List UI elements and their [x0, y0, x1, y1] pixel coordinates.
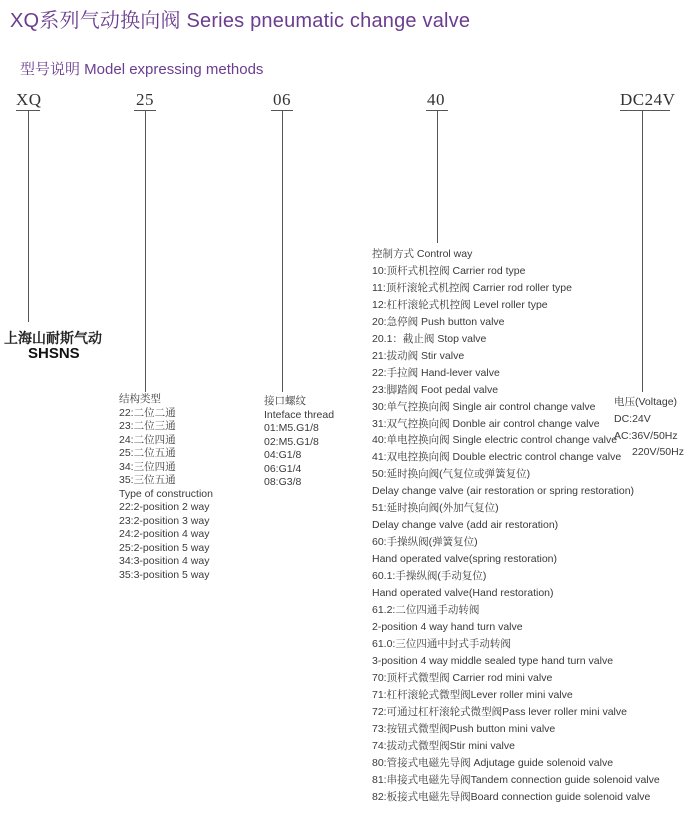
control-item: 30:单气控换向阀 Single air control change valve: [372, 400, 596, 413]
control-item: 73:按钮式微型阀Push button mini valve: [372, 722, 556, 735]
structure-item: 25:二位五通: [119, 447, 176, 459]
control-item: 80:管接式电磁先导阀 Adjutage guide solenoid valve: [372, 756, 614, 769]
control-item: 41:双电控换向阀 Double electric control change valve: [372, 451, 622, 464]
structure-heading-en: Type of construction: [119, 487, 213, 500]
thread-item: 08:G3/8: [264, 476, 302, 488]
control-item: Hand operated valve(Hand restoration): [372, 587, 554, 600]
code-control: 40: [427, 90, 445, 109]
structure-item: 23:二位三通: [119, 420, 176, 432]
voltage-heading: 电压(Voltage): [614, 396, 678, 408]
voltage-ac-220: 220V/50Hz: [632, 446, 684, 459]
code-voltage: DC24V: [620, 90, 676, 109]
control-item: Delay change valve (add air restoration): [372, 519, 559, 532]
connector-structure: [145, 110, 146, 392]
control-item: 23:脚踏阀 Foot pedal valve: [372, 383, 499, 396]
control-item: 81:串接式电磁先导阀Tandem connection guide solenoid valve: [372, 773, 660, 786]
structure-item: 35:三位五通: [119, 474, 176, 486]
structure-item-en: 22:2-position 2 way: [119, 501, 210, 513]
control-item: 51:延时换向阀(外加气复位): [372, 502, 499, 515]
control-item: Delay change valve (air restoration or spring restoration): [372, 485, 635, 498]
control-item: 82:板接式电磁先导阀Board connection guide solenoid valve: [372, 790, 651, 803]
interface-thread-list: [264, 395, 334, 490]
control-item: 2-position 4 way hand turn valve: [372, 620, 523, 633]
structure-item-en: 24:2-position 4 way: [119, 528, 210, 540]
control-item: 71:杠杆滚轮式微型阀Lever roller mini valve: [372, 688, 573, 701]
underline-voltage: [620, 110, 670, 111]
thread-item: 02:M5.G1/8: [264, 435, 319, 448]
voltage-dc: DC:24V: [614, 412, 651, 425]
control-item: 60:手操纵阀(弹簧复位): [372, 536, 478, 549]
control-item: 61.0:三位四通中封式手动转阀: [372, 637, 511, 650]
thread-item: 01:M5.G1/8: [264, 422, 319, 434]
thread-item: 06:G1/4: [264, 462, 302, 475]
control-item: 20.1：截止阀 Stop valve: [372, 332, 487, 345]
voltage-list: [614, 394, 684, 461]
control-item: 70:顶杆式微型阀 Carrier rod mini valve: [372, 671, 553, 684]
brand-name-en: SHSNS: [28, 345, 80, 362]
connector-series: [28, 110, 29, 322]
voltage-ac: AC:36V/50Hz: [614, 429, 678, 442]
control-item: 50:延时换向阀(气复位或弹簧复位): [372, 468, 531, 481]
structure-item-en: 25:2-position 5 way: [119, 541, 210, 554]
structure-type-list: [119, 393, 213, 582]
control-item: 3-position 4 way middle sealed type hand turn valve: [372, 654, 614, 667]
structure-item-en: 34:3-position 4 way: [119, 555, 210, 567]
control-item: 22:手拉阀 Hand-lever valve: [372, 366, 500, 379]
thread-item: 04:G1/8: [264, 449, 302, 461]
control-item: 20:急停阀 Push button valve: [372, 315, 505, 328]
control-item: 31:双气控换向阀 Donble air control change valve: [372, 417, 600, 430]
connector-thread: [282, 110, 283, 392]
structure-item-en: 35:3-position 5 way: [119, 568, 210, 581]
structure-item: 22:二位二通: [119, 406, 176, 419]
control-item: 61.2:二位四通手动转阀: [372, 604, 480, 617]
code-series: XQ: [16, 90, 42, 109]
structure-item: 34:三位四通: [119, 460, 176, 473]
control-item: 10:顶杆式机控阀 Carrier rod type: [372, 264, 526, 277]
brand-name-cn: 上海山耐斯气动: [4, 330, 102, 346]
structure-heading: 结构类型: [119, 393, 161, 405]
thread-heading: 接口螺纹: [264, 395, 306, 407]
control-item: 11:顶杆滚轮式机控阀 Carrier rod roller type: [372, 281, 572, 294]
control-item: 60.1:手操纵阀(手动复位): [372, 570, 487, 583]
section-subtitle: 型号说明 Model expressing methods: [20, 61, 264, 78]
code-thread: 06: [273, 90, 291, 109]
control-item: 40:单电控换向阀 Single electric control change valve: [372, 434, 618, 447]
page-title: XQ系列气动换向阀 Series pneumatic change valve: [10, 10, 471, 32]
control-way-list: [372, 246, 660, 805]
control-item: 12:杠杆滚轮式机控阀 Level roller type: [372, 298, 548, 311]
control-item: Hand operated valve(spring restoration): [372, 553, 558, 566]
code-structure: 25: [136, 90, 154, 109]
structure-item-en: 23:2-position 3 way: [119, 514, 210, 527]
control-heading: 控制方式 Control way: [372, 248, 473, 260]
control-item: 72:可通过杠杆滚轮式微型阀Pass lever roller mini valve: [372, 705, 627, 718]
thread-heading-en: Inteface thread: [264, 408, 335, 421]
connector-control: [437, 110, 438, 243]
control-item: 21:拔动阀 Stir valve: [372, 349, 465, 362]
control-item: 74:拔动式微型阀Stir mini valve: [372, 739, 515, 752]
structure-item: 24:二位四通: [119, 433, 176, 446]
